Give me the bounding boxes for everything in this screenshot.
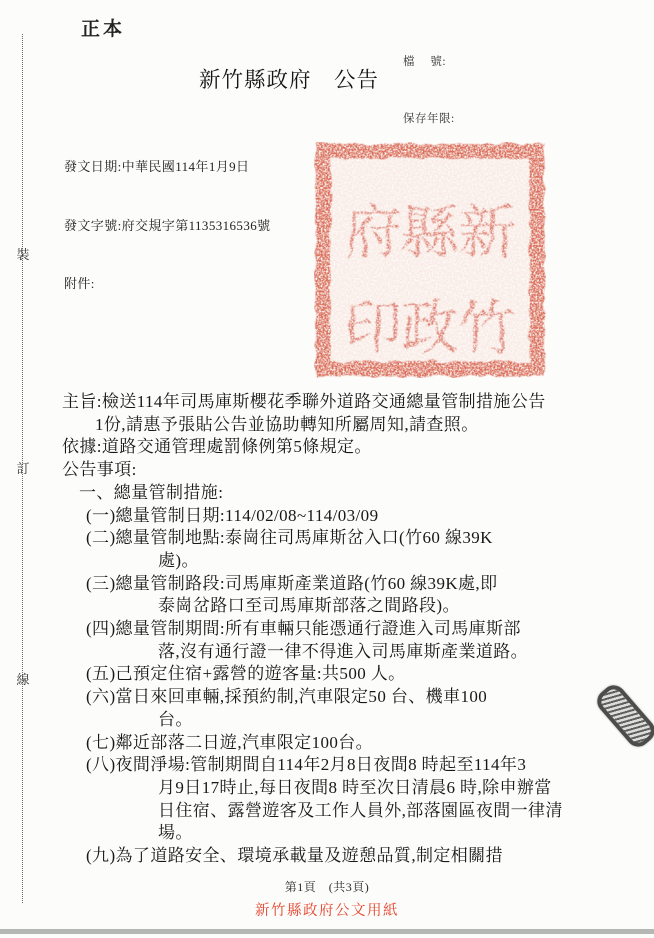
issue-date-line: 發文日期:中華民國114年1月9日	[64, 159, 250, 174]
body-line: 泰崗岔路口至司馬庫斯部落之間路段)。	[158, 596, 460, 616]
page-number: 第1頁 (共3頁)	[284, 880, 370, 894]
body-line-item-1-2: (二)總量管制地點:泰崗往司馬庫斯岔入口(竹60 線39K	[86, 528, 493, 548]
seal-char: 竹	[457, 296, 517, 361]
body-line-item-1-1: (一)總量管制日期:114/02/08~114/03/09	[86, 505, 379, 525]
binding-mark-xian: 線	[16, 672, 30, 687]
body-line-item-1-9: (九)為了道路安全、環境承載量及遊憩品質,制定相關措	[86, 846, 503, 866]
document-title: 新竹縣政府 公告	[198, 68, 380, 92]
doc-number-line: 發文字號:府交規字第1135316536號	[64, 217, 271, 233]
document-meta	[64, 118, 271, 333]
body-line-basis: 依據:道路交通管理處罰條例第5條規定。	[62, 437, 372, 457]
seal-char: 印	[343, 296, 403, 361]
file-number-label: 檔 號:	[403, 56, 447, 68]
body-line: 1份,請惠予張貼公告並協助轉知所屬周知,請查照。	[95, 414, 479, 434]
official-paper-label: 新竹縣政府公文用紙	[255, 903, 399, 919]
body-line: 處)。	[158, 550, 199, 570]
body-line-item-1-8: (八)夜間淨場:管制期間自114年2月8日夜間8 時起至114年3	[86, 755, 527, 775]
body-line: 落,沒有通行證一律不得進入司馬庫斯產業道路。	[158, 641, 529, 661]
binding-mark-zhuang: 裝	[16, 247, 30, 262]
seal-char: 政	[400, 296, 460, 361]
body-line-item-1-6: (六)當日來回車輛,採預約制,汽車限定50 台、機車100	[86, 687, 488, 707]
body-line: 場。	[158, 823, 193, 843]
body-line-item-1-4: (四)總量管制期間:所有車輛只能憑通行證進入司馬庫斯部	[86, 619, 521, 639]
announcement-body	[0, 391, 654, 868]
copy-type-label: 正本	[81, 19, 126, 40]
body-line-subject: 主旨:檢送114年司馬庫斯櫻花季聯外道路交通總量管制措施公告	[62, 392, 546, 411]
body-line-item-1-7: (七)鄰近部落二日遊,汽車限定100台。	[86, 732, 374, 752]
body-line: 台。	[158, 709, 193, 729]
body-line-item-1-5: (五)己預定住宿+露營的遊客量:共500 人。	[86, 664, 406, 684]
retention-period-label: 保存年限:	[403, 113, 455, 125]
body-line-item-1-3: (三)總量管制路段:司馬庫斯產業道路(竹60 線39K處,即	[86, 573, 498, 593]
binding-mark-ding: 訂	[16, 461, 30, 476]
body-line-item-1: 一、總量管制措施:	[79, 482, 224, 502]
attachment-line: 附件:	[64, 276, 95, 291]
scan-edge-strip	[0, 929, 654, 934]
body-line: 日住宿、露營遊客及工作人員外,部落園區夜間一律清	[158, 800, 563, 820]
seal-char: 縣	[400, 200, 460, 265]
body-line: 月9日17時止,每日夜間8 時至次日清晨6 時,除申辦當	[158, 777, 552, 797]
seal-char: 新	[457, 200, 517, 265]
body-line-items-header: 公告事項:	[62, 460, 137, 480]
seal-char: 府	[343, 200, 403, 265]
official-seal	[314, 142, 546, 378]
